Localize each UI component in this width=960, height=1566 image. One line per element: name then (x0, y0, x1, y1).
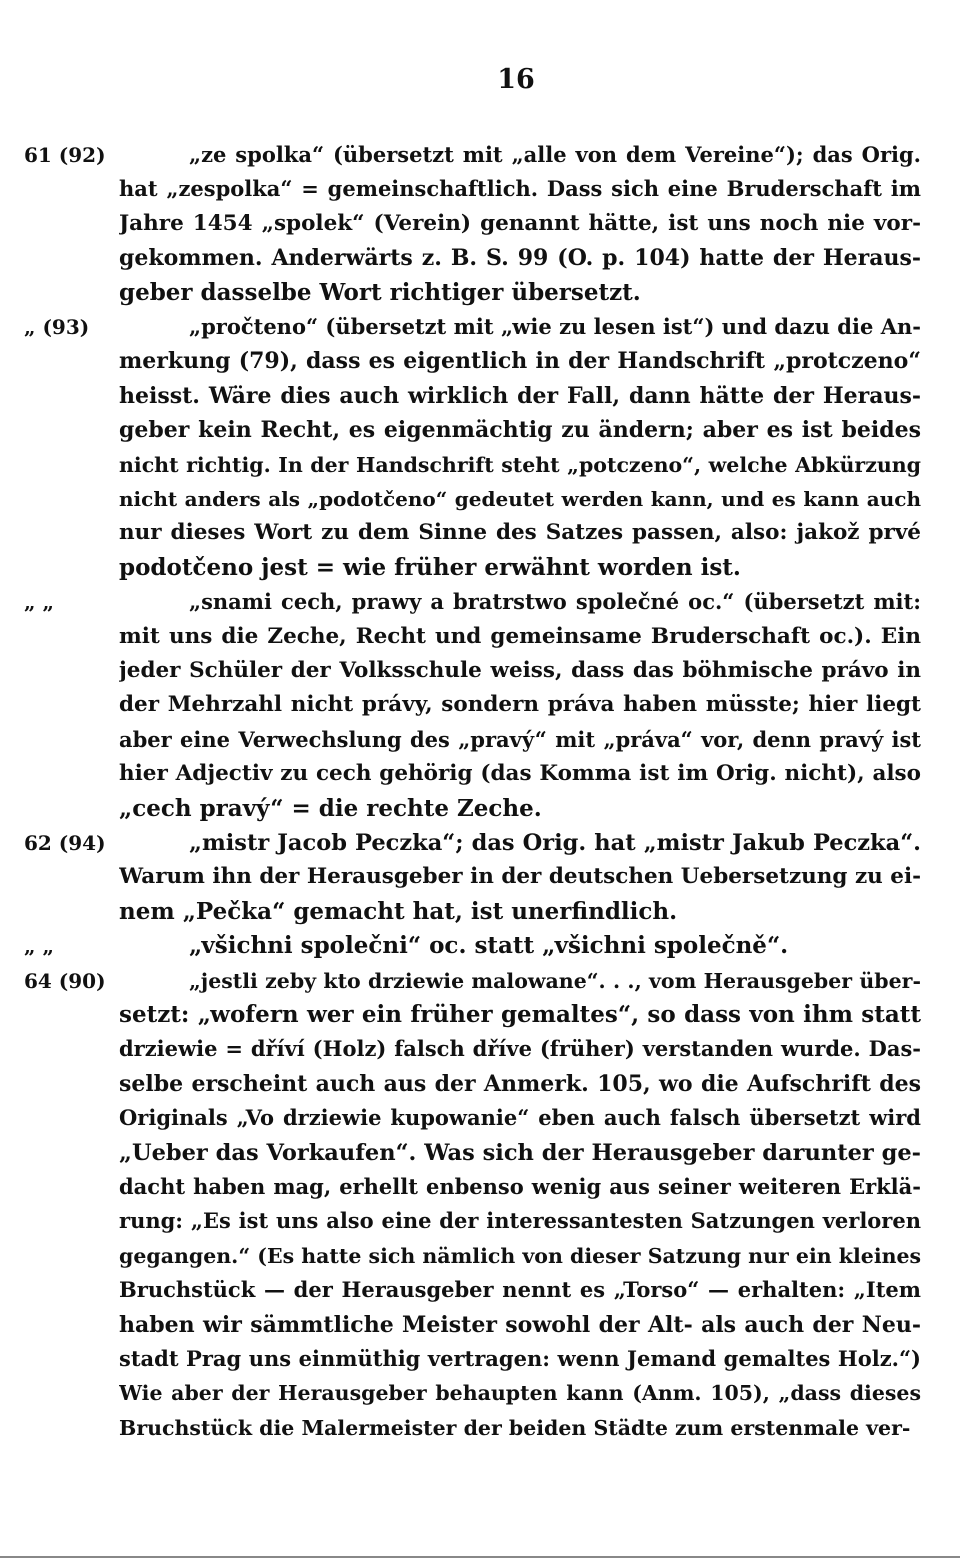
text-line: podotčeno jest = wie früher erwähnt worden ist. (119, 553, 741, 581)
text-line: nem „Pečka“ gemacht hat, ist unerfindlich. (119, 897, 678, 925)
text-line: nicht richtig. In der Handschrift steht „potczeno“, welche Abkürzung (119, 452, 921, 477)
text-line: hat „zespolka“ = gemeinschaftlich. Dass sich eine Bruderschaft im (119, 176, 921, 202)
text-line: „Ueber das Vorkaufen“. Was sich der Herausgeber darunter ge- (119, 1139, 921, 1166)
entry-reference: 61 (92) (24, 143, 106, 167)
text-line: aber eine Verwechslung des „pravý“ mit „práva“ vor, denn pravý ist (119, 726, 921, 752)
text-line: „ze spolka“ (übersetzt mit „alle von dem Vereine“); das Orig. (189, 142, 921, 167)
entry-reference: „ (93) (24, 315, 90, 339)
text-line: haben wir sämmtliche Meister sowohl der Alt- als auch der Neu- (119, 1311, 921, 1338)
text-line: setzt: „wofern wer ein früher gemaltes“, so dass von ihm statt (119, 1000, 921, 1028)
text-line: drziewie = dříví (Holz) falsch dříve (früher) verstanden wurde. Das- (119, 1036, 921, 1062)
text-line: jeder Schüler der Volksschule weiss, dass das böhmische právo in (119, 657, 921, 683)
entry-text (119, 310, 921, 585)
text-line: merkung (79), dass es eigentlich in der Handschrift „protczeno“ (119, 348, 921, 375)
page-number: 16 (497, 64, 535, 95)
text-line: Wie aber der Herausgeber behaupten kann (Anm. 105), „dass dieses (119, 1381, 921, 1406)
entry-text (119, 929, 921, 963)
text-line: „snami cech, prawy a bratrstwo společné oc.“ (übersetzt mit: (189, 589, 921, 615)
text-line: geber dasselbe Wort richtiger übersetzt. (119, 278, 641, 306)
text-line: stadt Prag uns einmüthig vertragen: wenn Jemand gemaltes Holz.“) (119, 1345, 921, 1371)
text-line: heisst. Wäre dies auch wirklich der Fall, dann hätte der Heraus- (119, 382, 921, 409)
text-line: „jestli zeby kto drziewie malowane“. . ., vom Herausgeber über- (189, 968, 921, 993)
entry-text (119, 826, 921, 929)
text-line: „pročteno“ (übersetzt mit „wie zu lesen ist“) und dazu die An- (189, 314, 921, 339)
text-line: gegangen.“ (Es hatte sich nämlich von dieser Satzung nur ein kleines (119, 1243, 921, 1268)
text-line: rung: „Es ist uns also eine der interessantesten Satzungen verloren (119, 1208, 921, 1234)
text-line: „cech pravý“ = die rechte Zeche. (119, 794, 542, 822)
text-line: Bruchstück — der Herausgeber nennt es „Torso“ — erhalten: „Item (119, 1277, 921, 1303)
text-line: gekommen. Anderwärts z. B. S. 99 (O. p. 104) hatte der Heraus- (119, 245, 921, 272)
entry-reference: 64 (90) (24, 968, 106, 993)
entry-reference: 62 (94) (24, 831, 106, 855)
entry-reference: „ „ (24, 590, 54, 615)
text-line: „všichni společni“ oc. statt „všichni společně“. (189, 932, 789, 960)
text-line: Originals „Vo drziewie kupowanie“ eben auch falsch übersetzt wird (119, 1105, 921, 1131)
text-line: nicht anders als „podotčeno“ gedeutet werden kann, und es kann auch (119, 486, 921, 511)
text-line: dacht haben mag, erhellt enbenso wenig aus seiner weiteren Erklä- (119, 1173, 921, 1199)
bottom-rule (0, 1556, 960, 1558)
text-line: nur dieses Wort zu dem Sinne des Satzes passen, also: jakož prvé (119, 520, 921, 546)
text-line: Warum ihn der Herausgeber in der deutschen Uebersetzung zu ei- (119, 864, 921, 890)
entry-reference: „ „ (24, 934, 54, 959)
text-line: mit uns die Zeche, Recht und gemeinsame Bruderschaft oc.). Ein (119, 623, 921, 649)
entry-text (119, 964, 921, 1445)
text-line: hier Adjectiv zu cech gehörig (das Komma ist im Orig. nicht), also (119, 761, 921, 787)
text-line: „mistr Jacob Peczka“; das Orig. hat „mistr Jakub Peczka“. (189, 830, 921, 856)
text-line: Bruchstück die Malermeister der beiden Städte zum erstenmale ver- (119, 1415, 911, 1440)
entry-text (119, 585, 921, 826)
text-line: geber kein Recht, es eigenmächtig zu ändern; aber es ist beides (119, 417, 921, 444)
text-line: der Mehrzahl nicht právy, sondern práva haben müsste; hier liegt (119, 692, 921, 718)
text-line: selbe erscheint auch aus der Anmerk. 105, wo die Aufschrift des (119, 1070, 921, 1097)
text-line: Jahre 1454 „spolek“ (Verein) genannt hätte, ist uns noch nie vor- (119, 210, 921, 236)
entry-text (119, 138, 921, 310)
